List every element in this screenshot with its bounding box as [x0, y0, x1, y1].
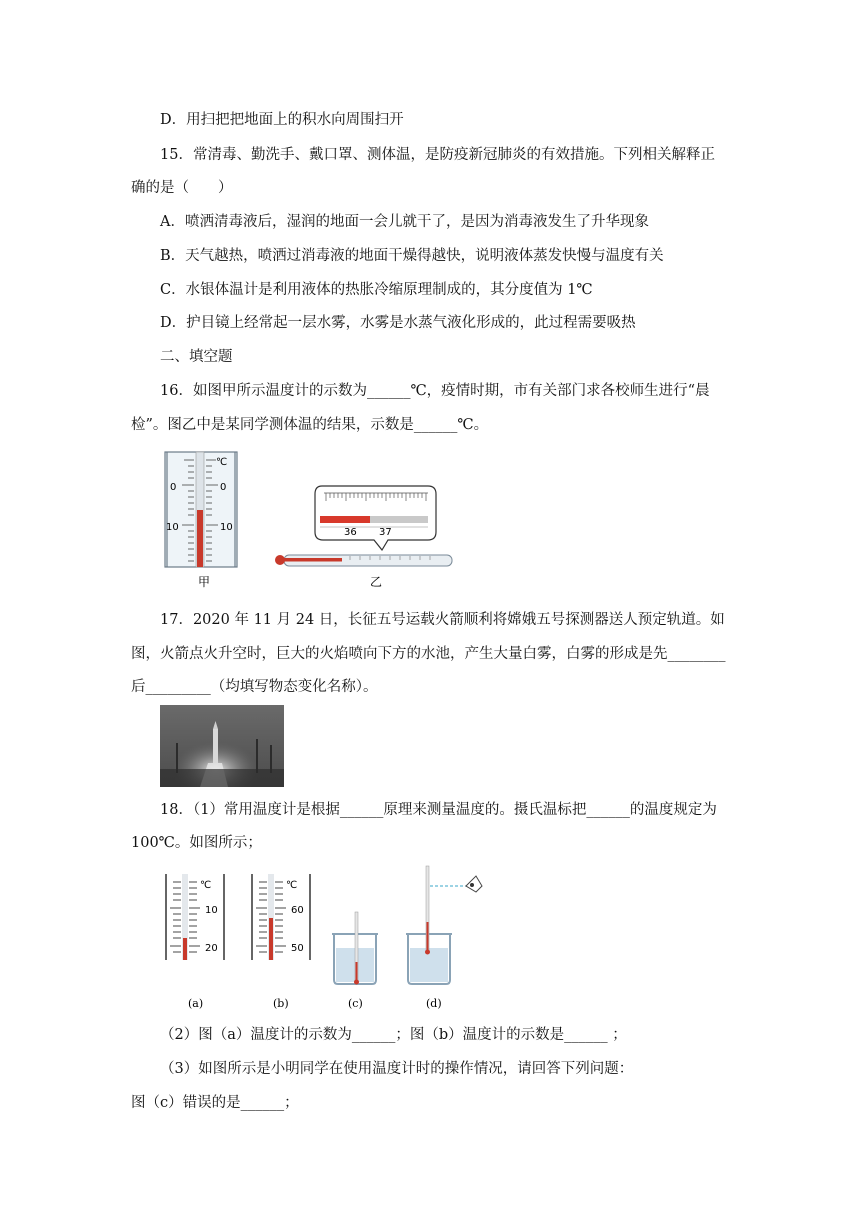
jia-label: 甲 — [198, 575, 211, 589]
caption-a: (a) — [188, 997, 204, 1010]
question-17-line2: 图，火箭点火升空时，巨大的火焰喷向下方的水池，产生大量白雾，白雾的形成是先________ — [131, 646, 726, 662]
caption-c: (c) — [348, 997, 363, 1010]
question-16-line1: 16．如图甲所示温度计的示数为______℃，疫情时期，市有关部门求各校师生进行“晨 — [160, 383, 710, 399]
question-18-part3: （3）如图所示是小明同学在使用温度计时的操作情况，请回答下列问题： — [160, 1061, 634, 1077]
section-heading: 二、填空题 — [160, 349, 233, 365]
jia-tick-right-0: 0 — [220, 482, 227, 493]
fig-a-tick-20: 20 — [205, 943, 218, 954]
question-17-line1: 17．2020 年 11 月 24 日，长征五号运载火箭顺利将嫦娥五号探测器送人预定轨道。如 — [160, 612, 725, 628]
jia-tick-left-10: 10 — [166, 522, 179, 533]
caption-d: (d) — [426, 997, 442, 1010]
question-18-line2: 100℃。如图所示； — [131, 835, 262, 851]
fig-b-tick-50: 50 — [291, 943, 304, 954]
jia-unit: ℃ — [216, 457, 228, 468]
question-15-line2: 确的是（ ） — [131, 180, 233, 196]
fig-b-unit: ℃ — [286, 880, 298, 891]
question-18-part3-c: 图（c）错误的是______； — [131, 1095, 299, 1111]
figure-16 — [160, 448, 460, 593]
fig-b-tick-60: 60 — [291, 905, 304, 916]
figure-18 — [160, 862, 490, 1014]
yi-tick-36: 36 — [344, 527, 357, 538]
option-b-q15: B．天气越热，喷洒过消毒液的地面干燥得越快，说明液体蒸发快慢与温度有关 — [160, 248, 664, 264]
question-16-line2: 检”。图乙中是某同学测体温的结果，示数是______℃。 — [131, 417, 489, 433]
caption-b: (b) — [273, 997, 289, 1010]
fig-a-unit: ℃ — [200, 880, 212, 891]
question-18-part2: （2）图（a）温度计的示数为______；图（b）温度计的示数是______ ； — [160, 1027, 627, 1043]
yi-tick-37: 37 — [379, 527, 392, 538]
question-18-line1: 18．（1）常用温度计是根据______原理来测量温度的。摄氏温标把______的温度规定为 — [160, 802, 717, 818]
option-d-q14: D．用扫把把地面上的积水向周围扫开 — [160, 112, 404, 128]
jia-tick-left-0: 0 — [170, 482, 177, 493]
question-15-line1: 15．常清毒、勤洗手、戴口罩、测体温，是防疫新冠肺炎的有效措施。下列相关解释正 — [160, 147, 715, 163]
option-d-q15: D．护目镜上经常起一层水雾，水雾是水蒸气液化形成的，此过程需要吸热 — [160, 315, 636, 331]
question-17-line3: 后_________（均填写物态变化名称）。 — [131, 679, 378, 695]
option-c-q15: C．水银体温计是利用液体的热胀冷缩原理制成的，其分度值为 1℃ — [160, 282, 593, 298]
option-a-q15: A．喷洒清毒液后，湿润的地面一会儿就干了，是因为消毒液发生了升华现象 — [160, 214, 649, 230]
yi-label: 乙 — [370, 575, 383, 589]
rocket-launch-photo — [160, 705, 284, 787]
fig-a-tick-10: 10 — [205, 905, 218, 916]
jia-tick-right-10: 10 — [220, 522, 233, 533]
